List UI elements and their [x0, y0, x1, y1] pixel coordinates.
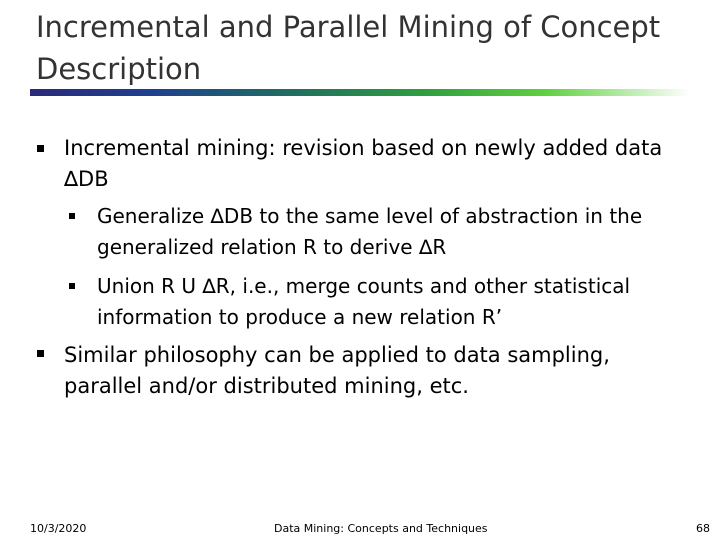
bullet-text-line: information to produce a new relation R’: [97, 305, 503, 329]
bullet-square-icon: [69, 213, 75, 219]
bullet-text-line: ∆DB: [64, 167, 109, 191]
bullet-text-line: Generalize ∆DB to the same level of abstraction in the: [97, 204, 643, 228]
subbullet-generalize: [97, 201, 687, 263]
bullet-text-line: parallel and/or distributed mining, etc.: [64, 374, 469, 398]
title-divider: [30, 89, 690, 96]
subbullet-union: [97, 271, 687, 333]
bullet-similar-philosophy: [64, 340, 684, 402]
bullet-square-icon: [37, 350, 44, 357]
footer-date: 10/3/2020: [30, 522, 87, 535]
bullet-text-line: generalized relation R to derive ∆R: [97, 235, 447, 259]
bullet-square-icon: [69, 283, 75, 289]
slide-title-line-2: Description: [36, 52, 202, 86]
bullet-text-line: Similar philosophy can be applied to data sampling,: [64, 343, 610, 367]
bullet-text-line: Union R U ∆R, i.e., merge counts and other statistical: [97, 274, 631, 298]
slide-title: [36, 6, 696, 90]
footer-course: Data Mining: Concepts and Techniques: [274, 522, 488, 535]
bullet-text-line: Incremental mining: revision based on newly added data: [64, 136, 663, 160]
slide-title-line-1: Incremental and Parallel Mining of Concept: [36, 10, 661, 44]
footer-page-number: 68: [696, 522, 710, 535]
bullet-square-icon: [37, 145, 44, 152]
bullet-incremental-mining: [64, 133, 684, 195]
